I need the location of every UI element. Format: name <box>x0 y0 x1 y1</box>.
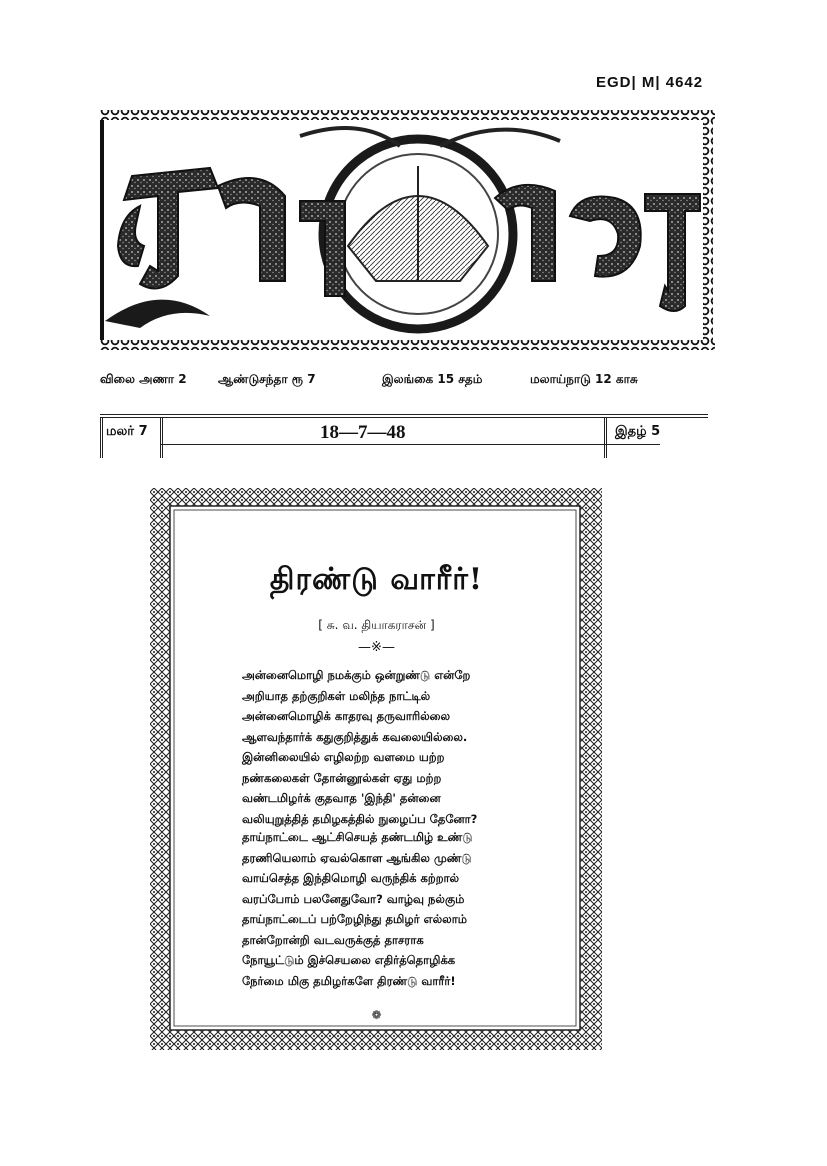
poem-line: நோயூட்டும் இச்செயலை எதிர்த்தொழிக்க <box>242 953 456 967</box>
poem-line: தாய்நாட்டைப் பற்றேழிந்து தமிழர் எல்லாம் <box>242 912 467 926</box>
price-ceylon: இலங்கை 15 சதம் <box>382 372 483 386</box>
poem-title: திரண்டு வாரீர்! <box>269 562 484 597</box>
poem <box>174 510 579 1028</box>
price-single-copy: விலை அணா 2 <box>100 372 187 386</box>
poem-line: தாய்நாட்டை ஆட்சிசெயத் தண்டமிழ் உண்டு <box>242 830 473 844</box>
poem-stanza-1 <box>242 665 572 829</box>
poem-line: ஆளவந்தார்க் கதுகுறித்துக் கவலையில்லை. <box>242 729 468 744</box>
poem-line: நண்கலைகள் தோன்னூல்கள் ஏது மற்ற <box>242 770 442 785</box>
issue-date: 18—7—48 <box>320 422 406 443</box>
poem-line: நேர்மை மிகு தமிழர்களே திரண்டு வாரீர்! <box>242 973 456 988</box>
poem-stanza-2 <box>242 827 572 991</box>
ornament-divider: —※— <box>358 640 395 655</box>
poem-line: அன்னைமொழிக் காதரவு தருவாரில்லை <box>242 709 451 723</box>
poem-line: வண்டமிழர்க் குதவாத 'இந்தி' தன்னை <box>242 791 441 805</box>
poem-line: தரணியெலாம் ஏவல்கொள ஆங்கில முண்டு <box>242 850 472 865</box>
poem-line: வாய்செத்த இந்திமொழி வருந்திக் கற்றால் <box>242 871 460 885</box>
poem-line: இன்னிலையில் எழிலற்ற வளமை யற்ற <box>242 750 445 764</box>
poem-line: அறியாத தற்குறிகள் மலிந்த நாட்டில் <box>242 688 431 703</box>
poem-line: அன்னைமொழி நமக்கும் ஒன்றுண்டு என்றே <box>242 668 471 682</box>
poem-line: தான்றோன்றி வடவருக்குத் தாசராக <box>242 932 424 947</box>
volume-number: மலர் 7 <box>106 424 148 439</box>
issue-row <box>100 418 710 458</box>
price-annual: ஆண்டுசந்தா ரூ 7 <box>218 372 316 386</box>
price-malaya: மலாய்நாடு 12 காசு <box>530 372 638 386</box>
divider-bottom <box>160 444 660 445</box>
divider-top <box>100 414 708 415</box>
poem-line: வலியுறுத்தித் தமிழகத்தில் நுழைப்ப தேனோ? <box>242 811 478 826</box>
masthead-title: திராவிடநாடு <box>100 106 106 107</box>
poem-author: [ சு. வ. தியாகராசன் ] <box>318 618 435 632</box>
issue-number: இதழ் 5 <box>615 424 661 439</box>
masthead <box>100 106 715 356</box>
poem-line: வரப்போம் பலனேதுவோ? வாழ்வு நல்கும் <box>242 891 465 906</box>
end-ornament-icon: ❁ <box>371 1008 382 1022</box>
price-line <box>100 372 720 394</box>
registration-number: EGD| M| 4642 <box>596 74 704 91</box>
